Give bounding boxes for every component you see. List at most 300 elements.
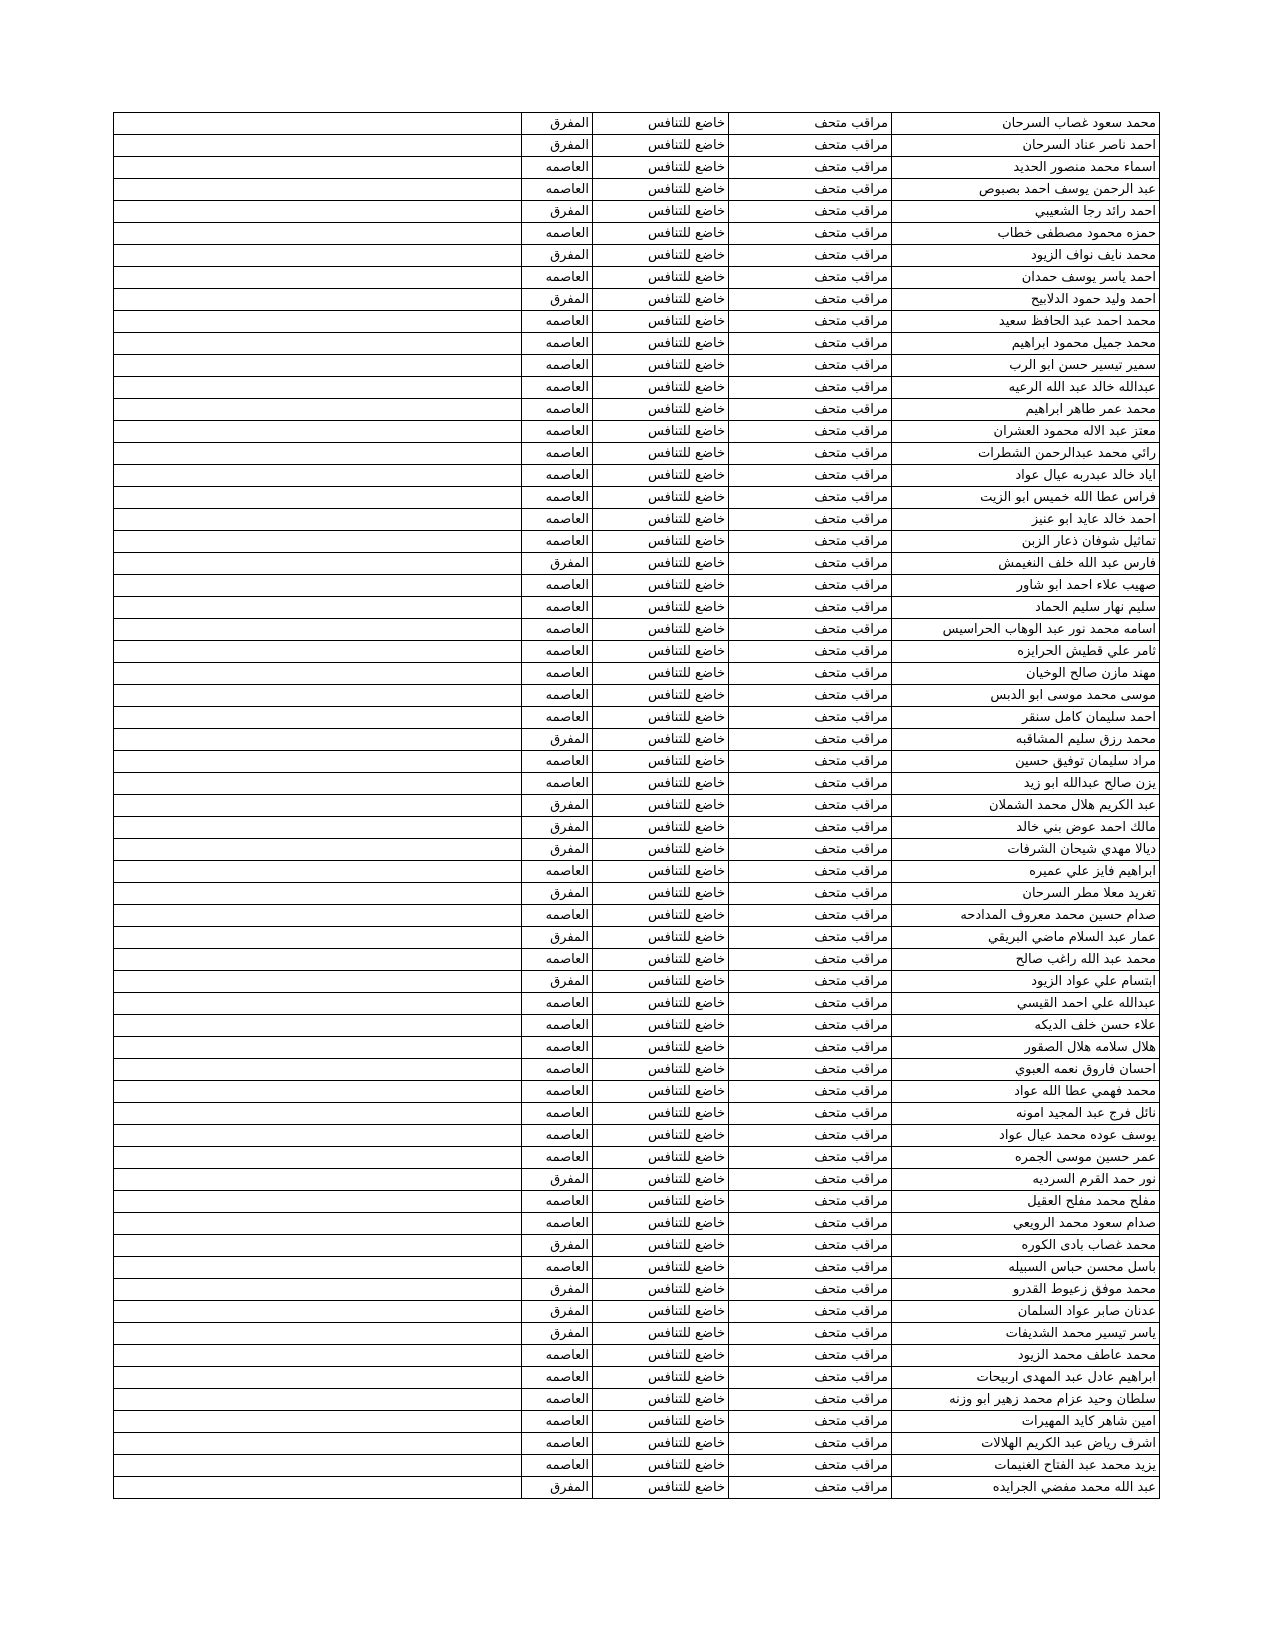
region-cell: المفرق [522, 1477, 593, 1499]
status-cell: خاضع للتنافس [593, 1037, 729, 1059]
status-cell: خاضع للتنافس [593, 949, 729, 971]
status-cell: خاضع للتنافس [593, 883, 729, 905]
status-cell: خاضع للتنافس [593, 157, 729, 179]
job-title-cell: مراقب متحف [729, 905, 892, 927]
empty-cell [114, 751, 522, 773]
status-cell: خاضع للتنافس [593, 1301, 729, 1323]
name-cell: تغريد معلا مطر السرحان [892, 883, 1160, 905]
empty-cell [114, 817, 522, 839]
table-row [114, 1367, 1160, 1389]
region-cell: العاصمه [522, 861, 593, 883]
table-row [114, 1103, 1160, 1125]
status-cell: خاضع للتنافس [593, 1081, 729, 1103]
job-title-cell: مراقب متحف [729, 487, 892, 509]
region-cell: العاصمه [522, 223, 593, 245]
table-row [114, 1433, 1160, 1455]
status-cell: خاضع للتنافس [593, 245, 729, 267]
empty-cell [114, 179, 522, 201]
name-cell: عبد الرحمن يوسف احمد بصبوص [892, 179, 1160, 201]
status-cell: خاضع للتنافس [593, 1213, 729, 1235]
table-row [114, 795, 1160, 817]
table-row [114, 883, 1160, 905]
name-cell: عمار عبد السلام ماضي البريقي [892, 927, 1160, 949]
job-title-cell: مراقب متحف [729, 553, 892, 575]
region-cell: العاصمه [522, 905, 593, 927]
table-row [114, 1389, 1160, 1411]
candidates-table-body [114, 113, 1160, 1499]
job-title-cell: مراقب متحف [729, 1411, 892, 1433]
empty-cell [114, 1477, 522, 1499]
table-row [114, 1059, 1160, 1081]
empty-cell [114, 465, 522, 487]
name-cell: حمزه محمود مصطفى خطاب [892, 223, 1160, 245]
region-cell: العاصمه [522, 1367, 593, 1389]
region-cell: العاصمه [522, 641, 593, 663]
empty-cell [114, 1301, 522, 1323]
status-cell: خاضع للتنافس [593, 1279, 729, 1301]
empty-cell [114, 641, 522, 663]
region-cell: المفرق [522, 201, 593, 223]
job-title-cell: مراقب متحف [729, 883, 892, 905]
job-title-cell: مراقب متحف [729, 1279, 892, 1301]
table-row [114, 949, 1160, 971]
region-cell: المفرق [522, 839, 593, 861]
status-cell: خاضع للتنافس [593, 1235, 729, 1257]
empty-cell [114, 619, 522, 641]
job-title-cell: مراقب متحف [729, 619, 892, 641]
table-row [114, 333, 1160, 355]
region-cell: العاصمه [522, 619, 593, 641]
name-cell: اسماء محمد منصور الحديد [892, 157, 1160, 179]
status-cell: خاضع للتنافس [593, 597, 729, 619]
region-cell: العاصمه [522, 1389, 593, 1411]
empty-cell [114, 443, 522, 465]
table-row [114, 267, 1160, 289]
status-cell: خاضع للتنافس [593, 1059, 729, 1081]
table-row [114, 1169, 1160, 1191]
empty-cell [114, 575, 522, 597]
name-cell: احمد خالد عايد ابو عنيز [892, 509, 1160, 531]
table-row [114, 1301, 1160, 1323]
job-title-cell: مراقب متحف [729, 157, 892, 179]
name-cell: سمير تيسير حسن ابو الرب [892, 355, 1160, 377]
job-title-cell: مراقب متحف [729, 443, 892, 465]
status-cell: خاضع للتنافس [593, 1367, 729, 1389]
empty-cell [114, 1345, 522, 1367]
empty-cell [114, 333, 522, 355]
region-cell: العاصمه [522, 465, 593, 487]
table-row [114, 729, 1160, 751]
status-cell: خاضع للتنافس [593, 553, 729, 575]
empty-cell [114, 531, 522, 553]
region-cell: العاصمه [522, 1081, 593, 1103]
empty-cell [114, 1103, 522, 1125]
region-cell: العاصمه [522, 1433, 593, 1455]
table-row [114, 201, 1160, 223]
name-cell: عدنان صابر عواد السلمان [892, 1301, 1160, 1323]
status-cell: خاضع للتنافس [593, 1323, 729, 1345]
empty-cell [114, 1235, 522, 1257]
name-cell: مفلح محمد مفلح العقيل [892, 1191, 1160, 1213]
name-cell: سلطان وحيد عزام محمد زهير ابو وزنه [892, 1389, 1160, 1411]
table-row [114, 597, 1160, 619]
region-cell: المفرق [522, 135, 593, 157]
empty-cell [114, 971, 522, 993]
name-cell: احمد رائد رجا الشعيبي [892, 201, 1160, 223]
table-row [114, 355, 1160, 377]
name-cell: عبدالله خالد عبد الله الرعيه [892, 377, 1160, 399]
region-cell: العاصمه [522, 399, 593, 421]
region-cell: المفرق [522, 1279, 593, 1301]
table-row [114, 223, 1160, 245]
table-row [114, 179, 1160, 201]
region-cell: العاصمه [522, 1103, 593, 1125]
status-cell: خاضع للتنافس [593, 817, 729, 839]
table-row [114, 619, 1160, 641]
empty-cell [114, 597, 522, 619]
name-cell: مالك احمد عوض بني خالد [892, 817, 1160, 839]
empty-cell [114, 1433, 522, 1455]
region-cell: العاصمه [522, 157, 593, 179]
region-cell: العاصمه [522, 355, 593, 377]
name-cell: محمد غصاب بادى الكوره [892, 1235, 1160, 1257]
table-row [114, 905, 1160, 927]
region-cell: العاصمه [522, 377, 593, 399]
status-cell: خاضع للتنافس [593, 465, 729, 487]
status-cell: خاضع للتنافس [593, 795, 729, 817]
name-cell: يوسف عوده محمد عيال عواد [892, 1125, 1160, 1147]
empty-cell [114, 1455, 522, 1477]
job-title-cell: مراقب متحف [729, 1301, 892, 1323]
table-row [114, 421, 1160, 443]
job-title-cell: مراقب متحف [729, 377, 892, 399]
table-row [114, 641, 1160, 663]
job-title-cell: مراقب متحف [729, 1169, 892, 1191]
name-cell: هلال سلامه هلال الصقور [892, 1037, 1160, 1059]
empty-cell [114, 399, 522, 421]
empty-cell [114, 1323, 522, 1345]
table-row [114, 1323, 1160, 1345]
empty-cell [114, 1037, 522, 1059]
table-row [114, 245, 1160, 267]
empty-cell [114, 883, 522, 905]
status-cell: خاضع للتنافس [593, 399, 729, 421]
job-title-cell: مراقب متحف [729, 1345, 892, 1367]
table-row [114, 1235, 1160, 1257]
job-title-cell: مراقب متحف [729, 927, 892, 949]
status-cell: خاضع للتنافس [593, 773, 729, 795]
region-cell: العاصمه [522, 575, 593, 597]
status-cell: خاضع للتنافس [593, 1389, 729, 1411]
name-cell: علاء حسن خلف الديكه [892, 1015, 1160, 1037]
empty-cell [114, 839, 522, 861]
job-title-cell: مراقب متحف [729, 1389, 892, 1411]
table-row [114, 531, 1160, 553]
status-cell: خاضع للتنافس [593, 641, 729, 663]
empty-cell [114, 1059, 522, 1081]
region-cell: العاصمه [522, 949, 593, 971]
job-title-cell: مراقب متحف [729, 1125, 892, 1147]
table-row [114, 377, 1160, 399]
name-cell: محمد فهمي عطا الله عواد [892, 1081, 1160, 1103]
name-cell: محمد عاطف محمد الزيود [892, 1345, 1160, 1367]
table-row [114, 1213, 1160, 1235]
empty-cell [114, 201, 522, 223]
empty-cell [114, 1389, 522, 1411]
status-cell: خاضع للتنافس [593, 1125, 729, 1147]
name-cell: موسى محمد موسى ابو الدبس [892, 685, 1160, 707]
name-cell: عبدالله علي احمد القيسي [892, 993, 1160, 1015]
status-cell: خاضع للتنافس [593, 421, 729, 443]
name-cell: معتز عبد الاله محمود العشران [892, 421, 1160, 443]
table-row [114, 1411, 1160, 1433]
status-cell: خاضع للتنافس [593, 861, 729, 883]
job-title-cell: مراقب متحف [729, 179, 892, 201]
empty-cell [114, 289, 522, 311]
region-cell: العاصمه [522, 1191, 593, 1213]
job-title-cell: مراقب متحف [729, 1367, 892, 1389]
job-title-cell: مراقب متحف [729, 685, 892, 707]
name-cell: عمر حسين موسى الجمره [892, 1147, 1160, 1169]
job-title-cell: مراقب متحف [729, 861, 892, 883]
name-cell: يزن صالح عبدالله ابو زيد [892, 773, 1160, 795]
name-cell: يزيد محمد عبد الفتاح الغنيمات [892, 1455, 1160, 1477]
region-cell: العاصمه [522, 1455, 593, 1477]
job-title-cell: مراقب متحف [729, 421, 892, 443]
status-cell: خاضع للتنافس [593, 1015, 729, 1037]
region-cell: المفرق [522, 1169, 593, 1191]
region-cell: المفرق [522, 1323, 593, 1345]
name-cell: ياسر تيسير محمد الشديفات [892, 1323, 1160, 1345]
job-title-cell: مراقب متحف [729, 465, 892, 487]
job-title-cell: مراقب متحف [729, 1037, 892, 1059]
region-cell: العاصمه [522, 1345, 593, 1367]
job-title-cell: مراقب متحف [729, 1103, 892, 1125]
job-title-cell: مراقب متحف [729, 817, 892, 839]
region-cell: المفرق [522, 553, 593, 575]
region-cell: العاصمه [522, 531, 593, 553]
status-cell: خاضع للتنافس [593, 289, 729, 311]
region-cell: المفرق [522, 971, 593, 993]
candidates-table [113, 112, 1160, 1499]
status-cell: خاضع للتنافس [593, 531, 729, 553]
table-row [114, 1125, 1160, 1147]
empty-cell [114, 113, 522, 135]
name-cell: ثامر علي قطيش الحرايزه [892, 641, 1160, 663]
name-cell: صدام حسين محمد معروف المدادحه [892, 905, 1160, 927]
region-cell: العاصمه [522, 685, 593, 707]
region-cell: المفرق [522, 245, 593, 267]
region-cell: المفرق [522, 817, 593, 839]
job-title-cell: مراقب متحف [729, 311, 892, 333]
empty-cell [114, 1081, 522, 1103]
name-cell: صهيب علاء احمد ابو شاور [892, 575, 1160, 597]
name-cell: محمد جميل محمود ابراهيم [892, 333, 1160, 355]
name-cell: مهند مازن صالح الوخيان [892, 663, 1160, 685]
name-cell: رائي محمد عبدالرحمن الشطرات [892, 443, 1160, 465]
region-cell: العاصمه [522, 1257, 593, 1279]
job-title-cell: مراقب متحف [729, 1455, 892, 1477]
table-row [114, 1279, 1160, 1301]
table-row [114, 839, 1160, 861]
table-row [114, 1037, 1160, 1059]
status-cell: خاضع للتنافس [593, 1477, 729, 1499]
empty-cell [114, 267, 522, 289]
table-row [114, 1477, 1160, 1499]
status-cell: خاضع للتنافس [593, 729, 729, 751]
status-cell: خاضع للتنافس [593, 509, 729, 531]
region-cell: العاصمه [522, 1059, 593, 1081]
empty-cell [114, 1015, 522, 1037]
table-row [114, 861, 1160, 883]
status-cell: خاضع للتنافس [593, 487, 729, 509]
name-cell: اسامه محمد نور عبد الوهاب الحراسيس [892, 619, 1160, 641]
region-cell: العاصمه [522, 1015, 593, 1037]
job-title-cell: مراقب متحف [729, 773, 892, 795]
empty-cell [114, 1191, 522, 1213]
status-cell: خاضع للتنافس [593, 1411, 729, 1433]
empty-cell [114, 1147, 522, 1169]
empty-cell [114, 927, 522, 949]
table-row [114, 817, 1160, 839]
name-cell: نائل فرج عبد المجيد امونه [892, 1103, 1160, 1125]
status-cell: خاضع للتنافس [593, 663, 729, 685]
job-title-cell: مراقب متحف [729, 245, 892, 267]
region-cell: المفرق [522, 289, 593, 311]
table-row [114, 509, 1160, 531]
name-cell: باسل محسن حباس السبيله [892, 1257, 1160, 1279]
status-cell: خاضع للتنافس [593, 1191, 729, 1213]
name-cell: مراد سليمان توفيق حسين [892, 751, 1160, 773]
job-title-cell: مراقب متحف [729, 509, 892, 531]
table-row [114, 751, 1160, 773]
region-cell: العاصمه [522, 311, 593, 333]
status-cell: خاضع للتنافس [593, 619, 729, 641]
empty-cell [114, 663, 522, 685]
job-title-cell: مراقب متحف [729, 1433, 892, 1455]
status-cell: خاضع للتنافس [593, 575, 729, 597]
status-cell: خاضع للتنافس [593, 223, 729, 245]
empty-cell [114, 707, 522, 729]
table-row [114, 289, 1160, 311]
status-cell: خاضع للتنافس [593, 685, 729, 707]
job-title-cell: مراقب متحف [729, 1015, 892, 1037]
empty-cell [114, 949, 522, 971]
empty-cell [114, 157, 522, 179]
empty-cell [114, 729, 522, 751]
name-cell: احمد ناصر عناد السرحان [892, 135, 1160, 157]
name-cell: احمد سليمان كامل سنقر [892, 707, 1160, 729]
status-cell: خاضع للتنافس [593, 993, 729, 1015]
empty-cell [114, 1279, 522, 1301]
name-cell: عبد الكريم هلال محمد الشملان [892, 795, 1160, 817]
region-cell: العاصمه [522, 487, 593, 509]
job-title-cell: مراقب متحف [729, 839, 892, 861]
job-title-cell: مراقب متحف [729, 795, 892, 817]
name-cell: اشرف رياض عبد الكريم الهلالات [892, 1433, 1160, 1455]
empty-cell [114, 377, 522, 399]
job-title-cell: مراقب متحف [729, 267, 892, 289]
table-row [114, 773, 1160, 795]
empty-cell [114, 1367, 522, 1389]
name-cell: محمد عبد الله راغب صالح [892, 949, 1160, 971]
name-cell: ابتسام علي عواد الزيود [892, 971, 1160, 993]
name-cell: فارس عبد الله خلف النغيمش [892, 553, 1160, 575]
empty-cell [114, 223, 522, 245]
job-title-cell: مراقب متحف [729, 399, 892, 421]
job-title-cell: مراقب متحف [729, 707, 892, 729]
region-cell: المفرق [522, 1301, 593, 1323]
job-title-cell: مراقب متحف [729, 135, 892, 157]
region-cell: العاصمه [522, 597, 593, 619]
table-row [114, 971, 1160, 993]
region-cell: العاصمه [522, 509, 593, 531]
empty-cell [114, 311, 522, 333]
name-cell: ديالا مهدي شيحان الشرفات [892, 839, 1160, 861]
status-cell: خاضع للتنافس [593, 1433, 729, 1455]
region-cell: العاصمه [522, 707, 593, 729]
table-row [114, 113, 1160, 135]
status-cell: خاضع للتنافس [593, 443, 729, 465]
empty-cell [114, 487, 522, 509]
name-cell: صدام سعود محمد الرويعي [892, 1213, 1160, 1235]
table-row [114, 465, 1160, 487]
job-title-cell: مراقب متحف [729, 597, 892, 619]
status-cell: خاضع للتنافس [593, 707, 729, 729]
job-title-cell: مراقب متحف [729, 1059, 892, 1081]
status-cell: خاضع للتنافس [593, 377, 729, 399]
region-cell: العاصمه [522, 663, 593, 685]
empty-cell [114, 1411, 522, 1433]
status-cell: خاضع للتنافس [593, 1257, 729, 1279]
status-cell: خاضع للتنافس [593, 839, 729, 861]
job-title-cell: مراقب متحف [729, 575, 892, 597]
job-title-cell: مراقب متحف [729, 1213, 892, 1235]
empty-cell [114, 1213, 522, 1235]
job-title-cell: مراقب متحف [729, 993, 892, 1015]
job-title-cell: مراقب متحف [729, 113, 892, 135]
table-row [114, 1257, 1160, 1279]
region-cell: العاصمه [522, 267, 593, 289]
status-cell: خاضع للتنافس [593, 1103, 729, 1125]
empty-cell [114, 355, 522, 377]
region-cell: العاصمه [522, 751, 593, 773]
job-title-cell: مراقب متحف [729, 1323, 892, 1345]
table-row [114, 707, 1160, 729]
table-row [114, 1345, 1160, 1367]
table-row [114, 685, 1160, 707]
job-title-cell: مراقب متحف [729, 971, 892, 993]
job-title-cell: مراقب متحف [729, 531, 892, 553]
empty-cell [114, 685, 522, 707]
table-row [114, 1015, 1160, 1037]
table-row [114, 1191, 1160, 1213]
table-row [114, 1455, 1160, 1477]
region-cell: المفرق [522, 883, 593, 905]
job-title-cell: مراقب متحف [729, 223, 892, 245]
status-cell: خاضع للتنافس [593, 179, 729, 201]
status-cell: خاضع للتنافس [593, 971, 729, 993]
name-cell: امين شاهر كايد المهيرات [892, 1411, 1160, 1433]
name-cell: احسان فاروق نعمه العبوي [892, 1059, 1160, 1081]
name-cell: تماثيل شوفان ذعار الزبن [892, 531, 1160, 553]
region-cell: العاصمه [522, 333, 593, 355]
empty-cell [114, 553, 522, 575]
table-row [114, 575, 1160, 597]
name-cell: محمد عمر طاهر ابراهيم [892, 399, 1160, 421]
job-title-cell: مراقب متحف [729, 1081, 892, 1103]
status-cell: خاضع للتنافس [593, 751, 729, 773]
